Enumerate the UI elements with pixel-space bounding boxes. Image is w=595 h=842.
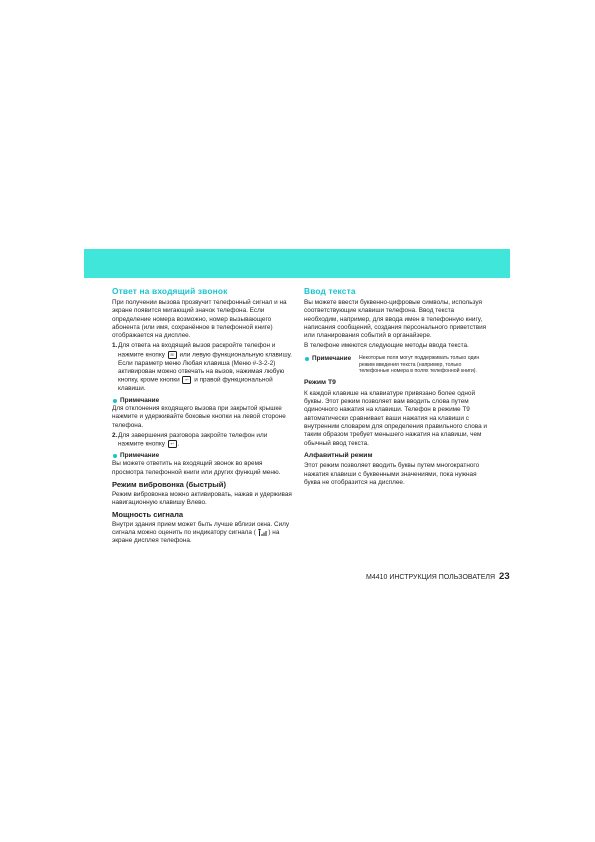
- step-2: [112, 432, 293, 449]
- step-2-text-a: Для завершения разговора закройте телефон или нажмите кнопку: [118, 431, 268, 448]
- page-number: 23: [499, 571, 510, 582]
- end-key-icon: ↩: [182, 376, 191, 384]
- signal-text-b: ) на экране дисплея телефона.: [112, 529, 280, 545]
- note-1-text: Для отклонения входящего вызова при закрытой крышке нажмите и удерживайте боковые кнопки на левой стороне телефона.: [112, 404, 286, 429]
- step-2-number: 2.: [112, 431, 118, 439]
- answer-call-intro: При получении вызова прозвучит телефонный сигнал и на экране появится мигающий значок телефона. Если определение номера возможно, номер вызывающего абонента (или имя, сохранённое в телефонной книге) отображается на дисплее.: [112, 299, 287, 340]
- page-footer: [366, 571, 510, 582]
- note-3-heading: [304, 355, 359, 375]
- step-2-text-b: .: [177, 440, 180, 448]
- note-1-heading: [112, 397, 293, 405]
- signal-strength-icon: [258, 529, 267, 536]
- left-column: [112, 286, 293, 548]
- vibration-title: Режим вибровонка (быстрый): [112, 480, 226, 489]
- note-2-text: Вы можете ответить на входящий звонок во время просмотра телефонной книги или других функций меню.: [112, 460, 281, 476]
- t9-text: К каждой клавише на клавиатуре привязано более одной буквы. Этот режим позволяет вам вводить слова путем одиночного нажатия на клавиши. Телефон в режиме T9 автоматически сравнивает ваши нажатия на клавиши с внутренним словарем для определения правильного слова и таким образом требует меньшего нажатия на клавиши, чем обычный ввод текста.: [304, 389, 487, 447]
- right-column: [304, 286, 488, 489]
- header-band: [84, 249, 510, 278]
- end-key-icon: ↩: [168, 440, 177, 448]
- abc-text: Этот режим позволяет вводить буквы путем многократного нажатия клавиши с буквенными значениями, пока нужная буква не отобразится на дисплее.: [304, 462, 480, 487]
- step-1-text-a: Для ответа на входящий вызов раскройте телефон и нажмите кнопку: [118, 342, 276, 359]
- note-bullet-icon: [305, 357, 309, 361]
- send-key-icon: ☏: [169, 351, 175, 357]
- note-2-label: Примечание: [120, 452, 160, 460]
- step-1-number: 1.: [112, 342, 118, 350]
- step-1-text-b: или левую функциональную клавишу. Если параметр меню Любая клавиша (Меню #-3-2-2) активирован можно отвечать на вызов, нажимая любую кнопку, кроме кнопки: [118, 351, 292, 385]
- signal-text: [112, 521, 293, 546]
- footer-label: M4410 ИНСТРУКЦИЯ ПОЛЬЗОВАТЕЛЯ: [366, 574, 496, 581]
- step-2-text: [118, 432, 293, 449]
- note-bullet-icon: [113, 454, 117, 458]
- text-input-methods: В телефоне имеются следующие методы ввода текста.: [304, 342, 469, 350]
- abc-title: Алфавитный режим: [304, 451, 373, 459]
- signal-title: Мощность сигнала: [112, 510, 184, 520]
- note-3-label: Примечание: [312, 354, 352, 362]
- signal-text-a: Внутри здания прием может быть лучше вблизи окна. Силу сигнала можно оценить по индикатору сигнала (: [112, 520, 290, 537]
- t9-title: Режим T9: [304, 379, 336, 387]
- answer-call-title: Ответ на входящий звонок: [112, 286, 228, 296]
- step-1-text-c: и правой функциональной клавиши.: [118, 377, 273, 393]
- note-1-label: Примечание: [120, 396, 160, 404]
- vibration-text: Режим вибровонка можно активировать, нажав и удерживая навигационную клавишу Влево.: [112, 490, 292, 506]
- note-bullet-icon: [113, 399, 117, 403]
- text-input-title: Ввод текста: [304, 286, 356, 296]
- note-3: [304, 355, 488, 375]
- step-1-text: [118, 342, 293, 393]
- note-3-text: Некоторые поля могут поддерживать только один режим введения текста (например, только телефонные номера в полях телефонной книги).: [359, 354, 480, 375]
- text-input-intro: Вы можете ввести буквенно-цифровые символы, используя соответствующие клавиши телефона. Ввод текста необходим, например, для ввода имен в телефонную книгу, написания сообщений, создания персонального приветствия или планирования событий в органайзере.: [304, 299, 487, 340]
- step-1: [112, 342, 293, 393]
